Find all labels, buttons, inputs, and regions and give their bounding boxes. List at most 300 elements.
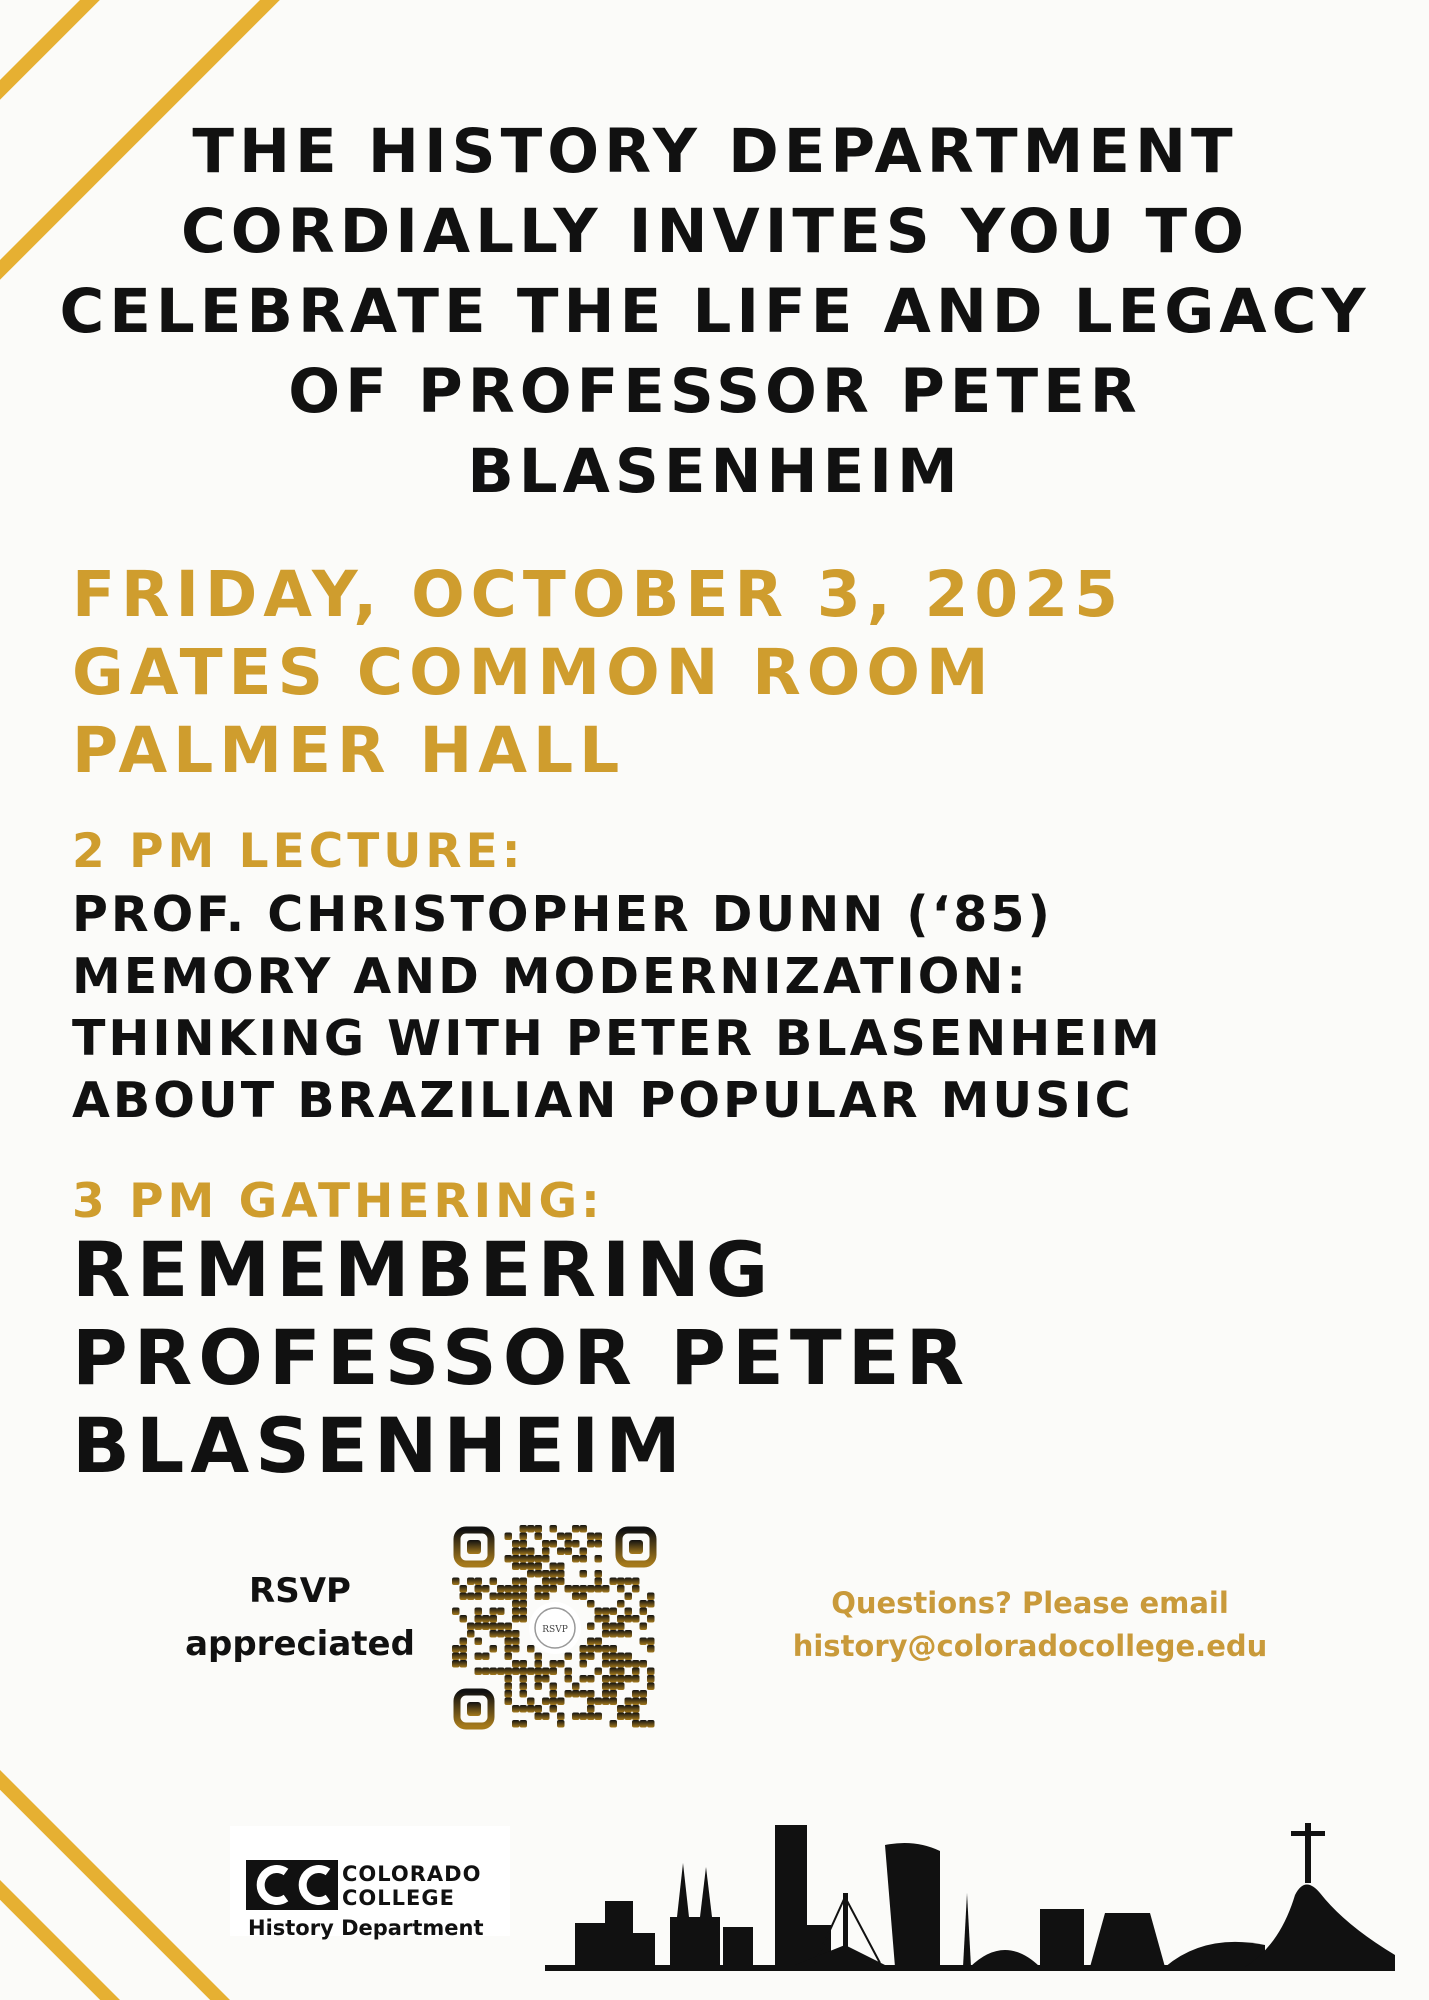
qr-module xyxy=(490,1593,498,1601)
qr-module xyxy=(602,1608,610,1616)
qr-module xyxy=(542,1593,550,1601)
colorado-college-logo xyxy=(230,1826,510,1940)
qr-module xyxy=(550,1585,558,1593)
qr-module xyxy=(550,1578,558,1586)
logo-department: History Department xyxy=(248,1916,484,1940)
qr-module xyxy=(475,1615,483,1623)
qr-module xyxy=(467,1593,475,1601)
qr-module xyxy=(505,1690,513,1698)
qr-module xyxy=(535,1585,543,1593)
qr-module xyxy=(535,1668,543,1676)
event-details xyxy=(72,556,1124,790)
qr-module xyxy=(617,1660,625,1668)
lecture-description xyxy=(72,884,1163,1132)
qr-module xyxy=(550,1705,558,1713)
qr-module xyxy=(535,1593,543,1601)
qr-module xyxy=(640,1608,648,1616)
event-date: FRIDAY, OCTOBER 3, 2025 xyxy=(72,558,1124,631)
qr-module xyxy=(497,1668,505,1676)
lecture-heading: 2 PM LECTURE: xyxy=(72,824,525,879)
qr-module xyxy=(497,1585,505,1593)
qr-module xyxy=(467,1630,475,1638)
qr-module xyxy=(520,1555,528,1563)
qr-module xyxy=(595,1698,603,1706)
rsvp-qr-code[interactable] xyxy=(452,1525,658,1731)
qr-module xyxy=(640,1698,648,1706)
logo-name xyxy=(342,1862,481,1910)
qr-module xyxy=(632,1668,640,1676)
qr-module xyxy=(520,1660,528,1668)
qr-module xyxy=(580,1675,588,1683)
qr-module xyxy=(557,1660,565,1668)
qr-module xyxy=(587,1540,595,1548)
qr-module xyxy=(527,1645,535,1653)
qr-module xyxy=(610,1720,618,1728)
qr-module xyxy=(520,1675,528,1683)
qr-module xyxy=(580,1690,588,1698)
qr-module xyxy=(460,1660,468,1668)
qr-module xyxy=(475,1653,483,1661)
qr-module xyxy=(550,1683,558,1691)
qr-module xyxy=(617,1683,625,1691)
qr-module xyxy=(482,1623,490,1631)
qr-module xyxy=(617,1630,625,1638)
event-venue: GATES COMMON ROOM xyxy=(72,636,995,709)
qr-module xyxy=(595,1713,603,1721)
qr-module xyxy=(580,1653,588,1661)
qr-module xyxy=(520,1540,528,1548)
qr-module xyxy=(640,1720,648,1728)
gathering-title xyxy=(72,1226,970,1490)
qr-module xyxy=(595,1638,603,1646)
qr-module xyxy=(512,1630,520,1638)
qr-module xyxy=(617,1600,625,1608)
qr-module xyxy=(557,1698,565,1706)
qr-module xyxy=(632,1585,640,1593)
qr-module xyxy=(572,1585,580,1593)
qr-module xyxy=(587,1585,595,1593)
city-skyline-illustration xyxy=(545,1805,1395,1975)
lecture-line: PROF. CHRISTOPHER DUNN (‘85) xyxy=(72,886,1053,943)
qr-module xyxy=(512,1585,520,1593)
qr-module xyxy=(482,1615,490,1623)
qr-module xyxy=(505,1683,513,1691)
qr-module xyxy=(497,1593,505,1601)
qr-module xyxy=(587,1653,595,1661)
qr-module xyxy=(452,1660,460,1668)
qr-module xyxy=(542,1585,550,1593)
qr-module xyxy=(602,1645,610,1653)
qr-module xyxy=(490,1623,498,1631)
qr-module xyxy=(610,1653,618,1661)
qr-module xyxy=(505,1638,513,1646)
qr-module xyxy=(520,1548,528,1556)
qr-module xyxy=(580,1570,588,1578)
qr-module xyxy=(475,1578,483,1586)
qr-module xyxy=(535,1713,543,1721)
qr-module xyxy=(512,1593,520,1601)
qr-module xyxy=(550,1668,558,1676)
qr-module xyxy=(647,1593,655,1601)
qr-module xyxy=(475,1608,483,1616)
qr-module xyxy=(460,1638,468,1646)
qr-module xyxy=(587,1675,595,1683)
qr-module xyxy=(602,1585,610,1593)
qr-module xyxy=(557,1548,565,1556)
qr-module xyxy=(557,1533,565,1541)
qr-module xyxy=(505,1630,513,1638)
qr-module xyxy=(527,1698,535,1706)
qr-module xyxy=(520,1585,528,1593)
qr-module xyxy=(647,1615,655,1623)
qr-module xyxy=(550,1570,558,1578)
qr-module xyxy=(475,1585,483,1593)
headline-line: THE HISTORY DEPARTMENT xyxy=(192,116,1238,187)
bottom-left-stripes xyxy=(0,1760,240,2000)
qr-module xyxy=(505,1585,513,1593)
qr-module xyxy=(520,1578,528,1586)
qr-module xyxy=(632,1615,640,1623)
qr-module xyxy=(580,1593,588,1601)
qr-module xyxy=(520,1668,528,1676)
qr-module xyxy=(617,1668,625,1676)
qr-module xyxy=(580,1525,588,1533)
qr-module xyxy=(520,1705,528,1713)
qr-module xyxy=(632,1675,640,1683)
qr-module xyxy=(542,1668,550,1676)
qr-module xyxy=(565,1668,573,1676)
qr-module xyxy=(610,1630,618,1638)
qr-module xyxy=(632,1690,640,1698)
qr-module xyxy=(550,1690,558,1698)
qr-module xyxy=(625,1615,633,1623)
qr-module xyxy=(625,1698,633,1706)
qr-module xyxy=(640,1660,648,1668)
qr-module xyxy=(647,1600,655,1608)
qr-module xyxy=(610,1668,618,1676)
gathering-heading: 3 PM GATHERING: xyxy=(72,1174,604,1229)
qr-module xyxy=(527,1563,535,1571)
qr-module xyxy=(520,1593,528,1601)
qr-module xyxy=(527,1525,535,1533)
qr-module xyxy=(587,1705,595,1713)
qr-module xyxy=(520,1683,528,1691)
qr-module xyxy=(512,1720,520,1728)
headline-line: CELEBRATE THE LIFE AND LEGACY xyxy=(59,276,1371,347)
qr-module xyxy=(632,1578,640,1586)
qr-module xyxy=(640,1623,648,1631)
qr-module xyxy=(587,1600,595,1608)
qr-module xyxy=(512,1615,520,1623)
qr-module xyxy=(572,1690,580,1698)
qr-module xyxy=(632,1720,640,1728)
headline-line: CORDIALLY INVITES YOU TO xyxy=(181,196,1249,267)
qr-module xyxy=(490,1645,498,1653)
qr-module xyxy=(505,1623,513,1631)
qr-module xyxy=(595,1578,603,1586)
qr-module xyxy=(625,1593,633,1601)
qr-module xyxy=(587,1645,595,1653)
qr-module xyxy=(467,1623,475,1631)
headline-line: OF PROFESSOR PETER xyxy=(288,356,1142,427)
qr-module xyxy=(565,1540,573,1548)
qr-module xyxy=(460,1593,468,1601)
qr-module xyxy=(625,1608,633,1616)
qr-module xyxy=(617,1585,625,1593)
qr-module xyxy=(482,1585,490,1593)
qr-module xyxy=(512,1660,520,1668)
qr-module xyxy=(595,1615,603,1623)
qr-module xyxy=(490,1630,498,1638)
qr-module xyxy=(565,1690,573,1698)
qr-module xyxy=(512,1608,520,1616)
event-building: PALMER HALL xyxy=(72,714,626,787)
qr-module xyxy=(550,1563,558,1571)
qr-module xyxy=(610,1623,618,1631)
qr-module xyxy=(587,1690,595,1698)
qr-module xyxy=(595,1555,603,1563)
qr-module xyxy=(497,1630,505,1638)
qr-module xyxy=(610,1698,618,1706)
qr-module xyxy=(610,1675,618,1683)
qr-module xyxy=(602,1675,610,1683)
qr-module xyxy=(542,1713,550,1721)
qr-module xyxy=(505,1645,513,1653)
qr-module xyxy=(520,1615,528,1623)
qr-module xyxy=(535,1570,543,1578)
qr-module xyxy=(610,1578,618,1586)
qr-module xyxy=(475,1638,483,1646)
qr-module xyxy=(647,1668,655,1676)
qr-module xyxy=(602,1623,610,1631)
qr-module xyxy=(460,1653,468,1661)
qr-module xyxy=(557,1563,565,1571)
qr-module xyxy=(512,1638,520,1646)
qr-module xyxy=(520,1608,528,1616)
qr-module xyxy=(632,1698,640,1706)
qr-module xyxy=(625,1630,633,1638)
stripe xyxy=(0,0,131,110)
qr-module xyxy=(535,1705,543,1713)
qr-module xyxy=(625,1578,633,1586)
qr-module xyxy=(452,1608,460,1616)
qr-module xyxy=(625,1705,633,1713)
qr-module xyxy=(527,1555,535,1563)
qr-module xyxy=(505,1675,513,1683)
qr-module xyxy=(617,1623,625,1631)
qr-module xyxy=(535,1563,543,1571)
qr-module xyxy=(610,1660,618,1668)
qr-module xyxy=(632,1705,640,1713)
qr-module xyxy=(602,1698,610,1706)
rsvp-label xyxy=(160,1565,440,1671)
qr-module xyxy=(542,1675,550,1683)
qr-module xyxy=(505,1668,513,1676)
qr-module xyxy=(542,1540,550,1548)
qr-module xyxy=(580,1555,588,1563)
qr-module xyxy=(572,1540,580,1548)
qr-module xyxy=(542,1555,550,1563)
qr-module xyxy=(520,1720,528,1728)
qr-module xyxy=(527,1705,535,1713)
qr-module xyxy=(640,1638,648,1646)
qr-module xyxy=(505,1555,513,1563)
qr-module xyxy=(587,1533,595,1541)
qr-module xyxy=(587,1623,595,1631)
qr-module xyxy=(452,1578,460,1586)
lecture-line: MEMORY AND MODERNIZATION: xyxy=(72,948,1029,1005)
qr-module xyxy=(505,1593,513,1601)
qr-module xyxy=(542,1548,550,1556)
qr-module xyxy=(475,1593,483,1601)
qr-module xyxy=(535,1525,543,1533)
qr-module xyxy=(595,1533,603,1541)
qr-module xyxy=(535,1653,543,1661)
qr-module xyxy=(647,1683,655,1691)
qr-module xyxy=(602,1690,610,1698)
qr-module xyxy=(550,1525,558,1533)
qr-module xyxy=(490,1578,498,1586)
qr-module xyxy=(647,1720,655,1728)
qr-module xyxy=(610,1683,618,1691)
qr-module xyxy=(572,1713,580,1721)
qr-module xyxy=(565,1548,573,1556)
qr-center-label: RSVP xyxy=(542,1625,568,1635)
qr-module xyxy=(595,1608,603,1616)
qr-module xyxy=(565,1585,573,1593)
qr-module xyxy=(595,1570,603,1578)
qr-module xyxy=(602,1630,610,1638)
qr-module xyxy=(632,1713,640,1721)
qr-module xyxy=(557,1720,565,1728)
qr-module xyxy=(617,1653,625,1661)
qr-module xyxy=(520,1690,528,1698)
qr-module xyxy=(512,1548,520,1556)
qr-module xyxy=(527,1548,535,1556)
qr-module xyxy=(512,1600,520,1608)
qr-module xyxy=(550,1660,558,1668)
qr-module xyxy=(625,1675,633,1683)
qr-module xyxy=(460,1585,468,1593)
qr-module xyxy=(542,1570,550,1578)
qr-module xyxy=(565,1533,573,1541)
qr-module xyxy=(625,1660,633,1668)
contact-prompt: Questions? Please email xyxy=(831,1586,1229,1620)
qr-module xyxy=(617,1713,625,1721)
qr-module xyxy=(572,1593,580,1601)
qr-module xyxy=(497,1623,505,1631)
qr-module xyxy=(587,1698,595,1706)
qr-module xyxy=(602,1660,610,1668)
qr-module xyxy=(452,1645,460,1653)
qr-module xyxy=(452,1653,460,1661)
qr-module xyxy=(580,1713,588,1721)
qr-module xyxy=(467,1578,475,1586)
qr-module xyxy=(542,1578,550,1586)
qr-module xyxy=(512,1563,520,1571)
lecture-line: ABOUT BRAZILIAN POPULAR MUSIC xyxy=(72,1072,1134,1129)
qr-module xyxy=(617,1675,625,1683)
qr-module xyxy=(557,1578,565,1586)
qr-module xyxy=(610,1645,618,1653)
qr-module xyxy=(482,1653,490,1661)
qr-module xyxy=(460,1615,468,1623)
rsvp-line: RSVP xyxy=(249,1571,351,1611)
qr-module xyxy=(587,1638,595,1646)
qr-module xyxy=(595,1540,603,1548)
qr-module xyxy=(527,1570,535,1578)
qr-module xyxy=(602,1615,610,1623)
qr-module xyxy=(527,1668,535,1676)
qr-module xyxy=(640,1600,648,1608)
qr-module xyxy=(535,1683,543,1691)
qr-module xyxy=(565,1675,573,1683)
qr-module xyxy=(520,1563,528,1571)
invitation-headline xyxy=(50,112,1380,512)
qr-module xyxy=(512,1555,520,1563)
qr-module xyxy=(550,1698,558,1706)
qr-module xyxy=(535,1660,543,1668)
qr-module xyxy=(565,1653,573,1661)
qr-module xyxy=(512,1540,520,1548)
qr-module xyxy=(610,1608,618,1616)
qr-module xyxy=(490,1608,498,1616)
qr-module xyxy=(572,1525,580,1533)
qr-module xyxy=(505,1653,513,1661)
qr-module xyxy=(580,1548,588,1556)
rsvp-line: appreciated xyxy=(185,1624,415,1664)
qr-module xyxy=(647,1645,655,1653)
qr-module xyxy=(640,1690,648,1698)
qr-module xyxy=(610,1690,618,1698)
qr-module xyxy=(520,1525,528,1533)
gathering-line: PROFESSOR PETER xyxy=(72,1313,971,1402)
qr-module xyxy=(550,1540,558,1548)
qr-module xyxy=(647,1638,655,1646)
qr-module xyxy=(512,1578,520,1586)
qr-module xyxy=(482,1668,490,1676)
contact-email[interactable]: history@coloradocollege.edu xyxy=(792,1629,1268,1663)
qr-module xyxy=(535,1555,543,1563)
qr-module xyxy=(595,1585,603,1593)
qr-module xyxy=(460,1645,468,1653)
contact-info xyxy=(760,1582,1300,1668)
qr-module xyxy=(505,1698,513,1706)
qr-module xyxy=(595,1645,603,1653)
qr-module xyxy=(595,1668,603,1676)
qr-module xyxy=(520,1600,528,1608)
qr-module xyxy=(505,1533,513,1541)
qr-module xyxy=(617,1615,625,1623)
qr-module xyxy=(512,1668,520,1676)
qr-module xyxy=(497,1608,505,1616)
qr-module xyxy=(542,1698,550,1706)
qr-module xyxy=(617,1705,625,1713)
logo-name-line: COLORADO xyxy=(342,1862,482,1886)
qr-module xyxy=(490,1668,498,1676)
qr-module xyxy=(632,1660,640,1668)
qr-module xyxy=(520,1533,528,1541)
qr-module xyxy=(572,1555,580,1563)
qr-module xyxy=(535,1533,543,1541)
qr-module xyxy=(580,1585,588,1593)
lecture-line: THINKING WITH PETER BLASENHEIM xyxy=(72,1010,1163,1067)
qr-module xyxy=(602,1683,610,1691)
qr-module xyxy=(490,1615,498,1623)
qr-module xyxy=(580,1660,588,1668)
qr-module xyxy=(557,1713,565,1721)
gathering-line: REMEMBERING xyxy=(72,1225,775,1314)
